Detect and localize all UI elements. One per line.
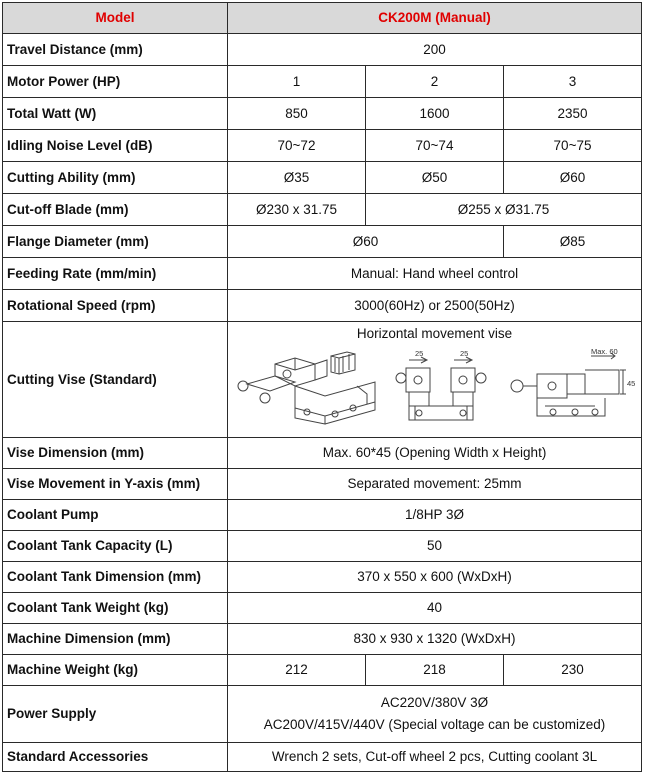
spec-value: 230 bbox=[504, 655, 642, 686]
spec-value: 70~74 bbox=[366, 130, 504, 162]
vise-caption: Horizontal movement vise bbox=[356, 326, 513, 341]
vise-mark-right: 25 bbox=[459, 349, 468, 358]
spec-value: Ø50 bbox=[366, 162, 504, 194]
spec-label: Total Watt (W) bbox=[3, 98, 228, 130]
vise-max-mark: Max. 60 bbox=[590, 347, 618, 356]
spec-value: 3000(60Hz) or 2500(50Hz) bbox=[228, 290, 642, 322]
vise-side-view-drawing bbox=[511, 353, 626, 416]
spec-label: Rotational Speed (rpm) bbox=[3, 290, 228, 322]
spec-value: 212 bbox=[228, 655, 366, 686]
spec-label: Coolant Tank Weight (kg) bbox=[3, 593, 228, 624]
spec-label: Machine Weight (kg) bbox=[3, 655, 228, 686]
spec-row-cutting-vise bbox=[3, 322, 642, 438]
spec-value: Separated movement: 25mm bbox=[228, 469, 642, 500]
spec-label: Idling Noise Level (dB) bbox=[3, 130, 228, 162]
spec-value-line-2: AC200V/415V/440V (Special voltage can be customized) bbox=[263, 717, 606, 732]
vise-drawing bbox=[235, 346, 635, 426]
spec-value: 830 x 930 x 1320 (WxDxH) bbox=[228, 624, 642, 655]
spec-value: Ø255 x Ø31.75 bbox=[366, 194, 642, 226]
spec-label: Coolant Tank Capacity (L) bbox=[3, 531, 228, 562]
spec-row-machine-dimension bbox=[3, 624, 642, 655]
spec-value: 2 bbox=[366, 66, 504, 98]
spec-label: Flange Diameter (mm) bbox=[3, 226, 228, 258]
power-supply-cell bbox=[228, 686, 642, 743]
spec-value: 370 x 550 x 600 (WxDxH) bbox=[228, 562, 642, 593]
spec-value: 1/8HP 3Ø bbox=[228, 500, 642, 531]
spec-label: Motor Power (HP) bbox=[3, 66, 228, 98]
spec-label: Cutting Ability (mm) bbox=[3, 162, 228, 194]
header-row bbox=[3, 3, 642, 34]
spec-value: Ø60 bbox=[228, 226, 504, 258]
spec-row-coolant-pump bbox=[3, 500, 642, 531]
spec-value: 70~75 bbox=[504, 130, 642, 162]
spec-row-total-watt bbox=[3, 98, 642, 130]
vise-height-mark: 45 bbox=[626, 379, 635, 388]
header-label: Model bbox=[3, 3, 228, 34]
spec-value: 2350 bbox=[504, 98, 642, 130]
spec-table bbox=[2, 2, 642, 772]
vise-cell bbox=[228, 322, 642, 438]
spec-row-feeding-rate bbox=[3, 258, 642, 290]
vise-mark-left: 25 bbox=[414, 349, 423, 358]
spec-row-vise-movement bbox=[3, 469, 642, 500]
spec-value: Max. 60*45 (Opening Width x Height) bbox=[228, 438, 642, 469]
spec-value: Ø35 bbox=[228, 162, 366, 194]
spec-value: 218 bbox=[366, 655, 504, 686]
spec-value: 70~72 bbox=[228, 130, 366, 162]
spec-value: 3 bbox=[504, 66, 642, 98]
spec-value: Ø60 bbox=[504, 162, 642, 194]
spec-label: Coolant Tank Dimension (mm) bbox=[3, 562, 228, 593]
spec-row-coolant-tank-weight bbox=[3, 593, 642, 624]
spec-row-coolant-tank-capacity bbox=[3, 531, 642, 562]
spec-value: 1600 bbox=[366, 98, 504, 130]
spec-row-coolant-tank-dimension bbox=[3, 562, 642, 593]
spec-value: Ø85 bbox=[504, 226, 642, 258]
spec-row-standard-accessories bbox=[3, 743, 642, 772]
spec-row-vise-dimension bbox=[3, 438, 642, 469]
spec-row-idling-noise bbox=[3, 130, 642, 162]
spec-value-line-1: AC220V/380V 3Ø bbox=[380, 695, 489, 710]
spec-label: Standard Accessories bbox=[3, 743, 228, 772]
spec-value: Wrench 2 sets, Cut-off wheel 2 pcs, Cutting coolant 3L bbox=[228, 743, 642, 772]
spec-row-flange-diameter bbox=[3, 226, 642, 258]
model-name: CK200M (Manual) bbox=[228, 3, 642, 34]
spec-row-cutting-ability bbox=[3, 162, 642, 194]
spec-label: Cut-off Blade (mm) bbox=[3, 194, 228, 226]
spec-row-motor-power bbox=[3, 66, 642, 98]
spec-value: 850 bbox=[228, 98, 366, 130]
spec-row-rotational-speed bbox=[3, 290, 642, 322]
spec-value: Ø230 x 31.75 bbox=[228, 194, 366, 226]
spec-value: 50 bbox=[228, 531, 642, 562]
spec-label: Travel Distance (mm) bbox=[3, 34, 228, 66]
spec-label: Power Supply bbox=[3, 686, 228, 743]
spec-label: Vise Dimension (mm) bbox=[3, 438, 228, 469]
spec-row-travel-distance bbox=[3, 34, 642, 66]
spec-value: Manual: Hand wheel control bbox=[228, 258, 642, 290]
spec-label: Coolant Pump bbox=[3, 500, 228, 531]
spec-value: 1 bbox=[228, 66, 366, 98]
spec-label: Feeding Rate (mm/min) bbox=[3, 258, 228, 290]
spec-label: Cutting Vise (Standard) bbox=[3, 322, 228, 438]
spec-label: Machine Dimension (mm) bbox=[3, 624, 228, 655]
vise-isometric-drawing bbox=[238, 352, 375, 424]
spec-value: 200 bbox=[228, 34, 642, 66]
spec-value: 40 bbox=[228, 593, 642, 624]
spec-row-power-supply bbox=[3, 686, 642, 743]
spec-label: Vise Movement in Y-axis (mm) bbox=[3, 469, 228, 500]
spec-row-machine-weight bbox=[3, 655, 642, 686]
spec-row-cutoff-blade bbox=[3, 194, 642, 226]
vise-front-view-drawing bbox=[396, 357, 486, 420]
